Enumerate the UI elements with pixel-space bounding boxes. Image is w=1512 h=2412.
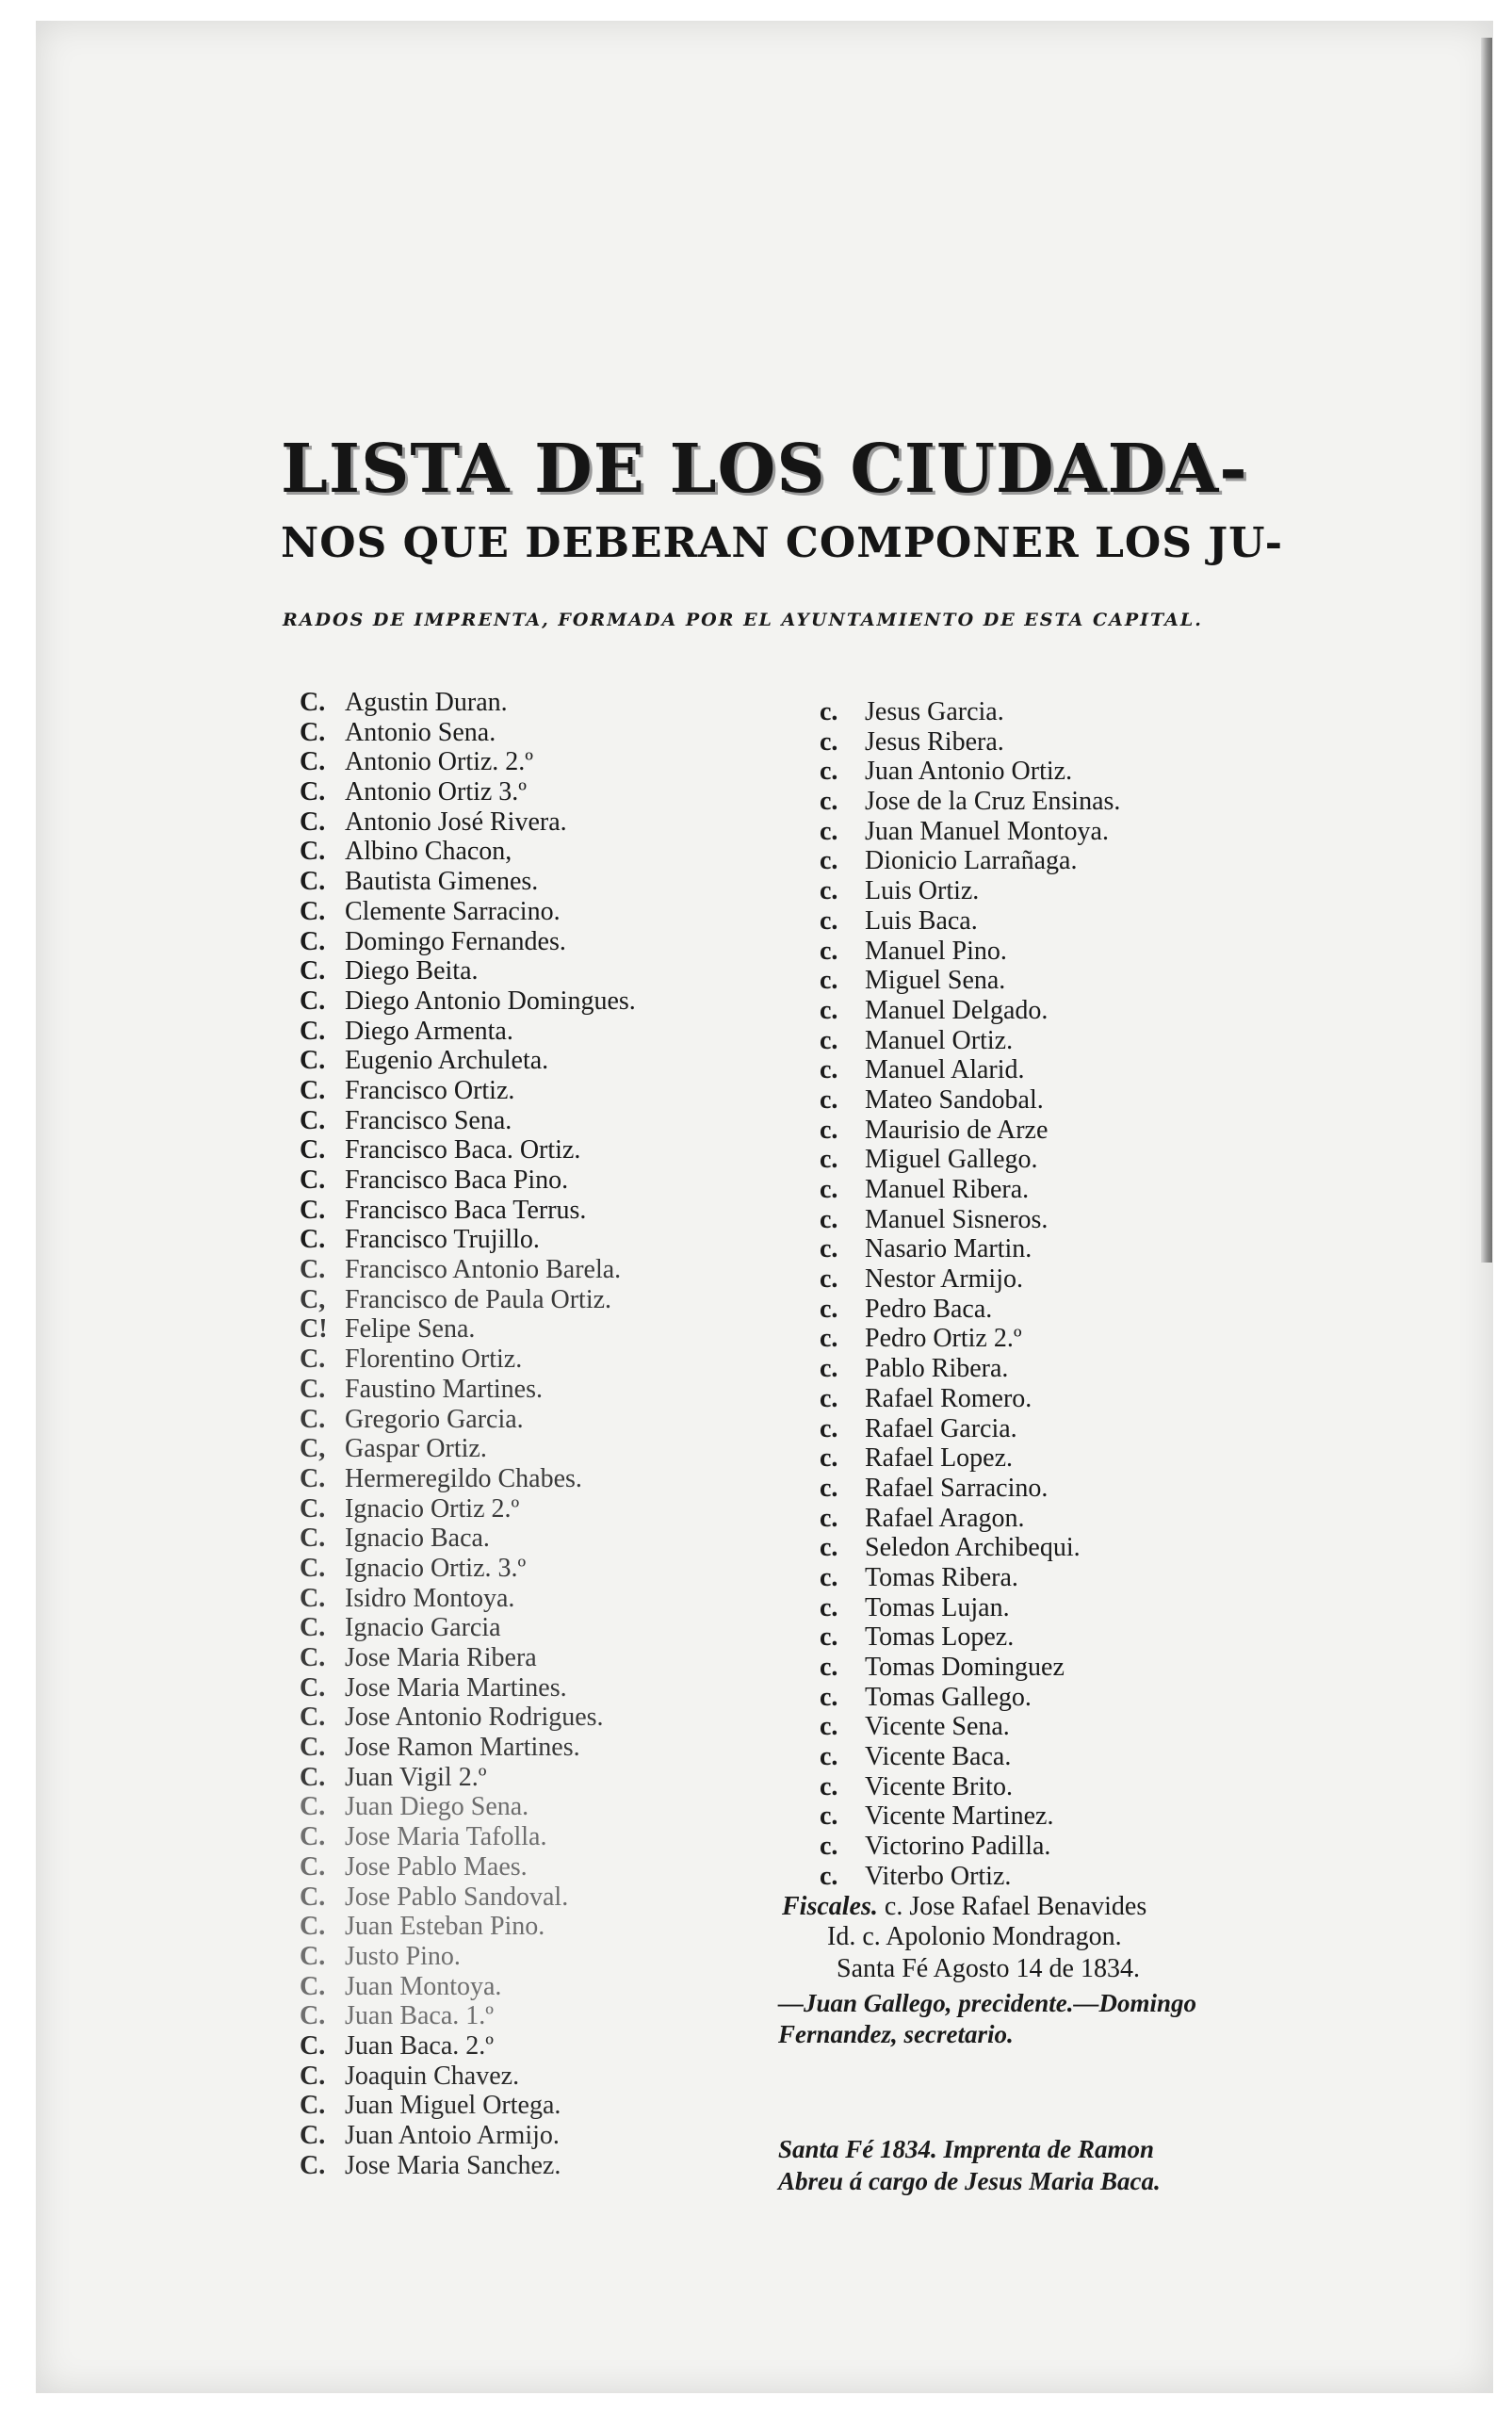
entry-name: Juan Antonio Ortiz. xyxy=(865,757,1073,787)
entry-prefix: C. xyxy=(300,2001,326,2031)
entry-prefix: C. xyxy=(300,1882,326,1912)
entry-name: Manuel Delgado. xyxy=(865,995,1049,1025)
entry-name: Eugenio Archuleta. xyxy=(345,1046,549,1076)
entry-prefix: C. xyxy=(300,1912,326,1942)
entry-name: Juan Miguel Ortega. xyxy=(345,2091,561,2121)
entry-name: Tomas Lujan. xyxy=(865,1592,1010,1622)
entry-name: Manuel Ribera. xyxy=(865,1175,1030,1204)
name-entry xyxy=(300,867,742,897)
name-entry xyxy=(300,747,742,777)
name-entry xyxy=(300,1345,742,1375)
name-entry xyxy=(300,1135,742,1165)
name-entry xyxy=(300,1434,742,1464)
name-entry xyxy=(820,1862,1272,1892)
name-entry xyxy=(300,1106,742,1136)
entry-name: Jose de la Cruz Ensinas. xyxy=(865,787,1121,817)
entry-prefix: c. xyxy=(820,846,838,876)
entry-name: Felipe Sena. xyxy=(345,1314,476,1345)
entry-name: Luis Ortiz. xyxy=(865,876,980,906)
entry-name: Rafael Aragon. xyxy=(865,1503,1025,1533)
entry-name: Isidro Montoya. xyxy=(345,1583,515,1613)
entry-name: Manuel Sisneros. xyxy=(865,1204,1049,1234)
entry-prefix: C. xyxy=(300,1643,326,1672)
name-entry xyxy=(300,956,742,986)
name-entry xyxy=(820,1055,1272,1085)
entry-name: Manuel Pino. xyxy=(865,936,1007,966)
entry-prefix: C, xyxy=(300,1434,326,1464)
entry-prefix: c. xyxy=(820,1324,838,1354)
entry-prefix: C. xyxy=(300,1553,326,1583)
name-entry xyxy=(300,718,742,748)
imprint-line-2: Abreu á cargo de Jesus Maria Baca. xyxy=(778,2167,1161,2195)
entry-name: Francisco Baca. Ortiz. xyxy=(345,1135,581,1165)
entry-name: Pedro Baca. xyxy=(865,1294,993,1324)
name-entry xyxy=(300,2001,742,2031)
entry-prefix: c. xyxy=(820,1742,838,1772)
entry-name: Juan Manuel Montoya. xyxy=(865,816,1109,846)
entry-name: Rafael Romero. xyxy=(865,1383,1032,1413)
name-entry xyxy=(300,1255,742,1285)
entry-name: Jose Pablo Sandoval. xyxy=(345,1882,569,1912)
name-entry xyxy=(300,1613,742,1643)
entry-name: Maurisio de Arze xyxy=(865,1115,1049,1145)
entry-prefix: C. xyxy=(300,1524,326,1554)
entry-prefix: c. xyxy=(820,1055,838,1085)
entry-prefix: C. xyxy=(300,717,326,747)
entry-prefix: c. xyxy=(820,1264,838,1295)
entry-prefix: C. xyxy=(300,688,326,717)
entry-prefix: c. xyxy=(820,995,838,1025)
entry-prefix: C. xyxy=(300,1851,326,1882)
name-entry xyxy=(300,1673,742,1703)
entry-prefix: c. xyxy=(820,1712,838,1742)
entry-name: Diego Antonio Domingues. xyxy=(345,986,636,1016)
name-entry xyxy=(820,1175,1272,1205)
name-entry xyxy=(820,1026,1272,1056)
entry-prefix: C. xyxy=(300,807,326,837)
right-name-column xyxy=(820,697,1272,1892)
entry-prefix: c. xyxy=(820,1682,838,1712)
entry-prefix: C. xyxy=(300,1463,326,1493)
name-entry xyxy=(820,1295,1272,1325)
name-entry xyxy=(300,1314,742,1345)
entry-prefix: C. xyxy=(300,2061,326,2091)
name-entry xyxy=(820,906,1272,937)
entry-name: Francisco Ortiz. xyxy=(345,1075,515,1105)
entry-name: Juan Baca. 1.º xyxy=(345,2001,494,2031)
entry-name: Antonio Ortiz 3.º xyxy=(345,777,527,807)
entry-prefix: C. xyxy=(300,2091,326,2121)
name-entry xyxy=(300,1165,742,1196)
fiscales-line-2: Id. c. Apolonio Mondragon. xyxy=(827,1922,1122,1951)
name-entry xyxy=(820,1622,1272,1653)
entry-prefix: C. xyxy=(300,1792,326,1822)
name-entry xyxy=(300,986,742,1017)
name-entry xyxy=(300,1464,742,1494)
entry-prefix: C. xyxy=(300,2121,326,2150)
fiscales-line-2-wrap xyxy=(827,1922,1392,1952)
entry-name: Albino Chacon, xyxy=(345,837,512,867)
name-entry xyxy=(300,807,742,838)
entry-name: Bautista Gimenes. xyxy=(345,867,539,897)
entry-name: Rafael Garcia. xyxy=(865,1413,1017,1443)
entry-prefix: c. xyxy=(820,876,838,906)
entry-name: Francisco de Paula Ortiz. xyxy=(345,1284,612,1314)
entry-prefix: C. xyxy=(300,1374,326,1404)
imprint-line-1: Santa Fé 1834. Imprenta de Ramon xyxy=(778,2135,1155,2163)
name-entry xyxy=(300,1972,742,2002)
entry-prefix: C. xyxy=(300,1941,326,1971)
name-entry xyxy=(820,876,1272,906)
entry-name: Jose Maria Tafolla. xyxy=(345,1822,547,1852)
name-entry xyxy=(820,1384,1272,1414)
entry-prefix: c. xyxy=(820,1473,838,1503)
name-entry xyxy=(300,1942,742,1972)
name-entry xyxy=(820,1653,1272,1683)
entry-prefix: c. xyxy=(820,757,838,787)
name-entry xyxy=(820,1354,1272,1384)
entry-name: Miguel Sena. xyxy=(865,966,1006,996)
entry-prefix: C. xyxy=(300,1493,326,1524)
entry-name: Diego Armenta. xyxy=(345,1016,513,1046)
name-entry xyxy=(300,1733,742,1763)
name-entry xyxy=(820,1145,1272,1175)
entry-prefix: C. xyxy=(300,1971,326,2001)
date-line: Santa Fé Agosto 14 de 1834. xyxy=(837,1954,1140,1983)
name-entry xyxy=(820,1474,1272,1504)
entry-prefix: C, xyxy=(300,1284,326,1314)
name-entry xyxy=(300,897,742,927)
name-entry xyxy=(300,1703,742,1733)
name-entry xyxy=(300,927,742,957)
name-entry xyxy=(300,1763,742,1793)
entry-name: Diego Beita. xyxy=(345,956,479,986)
entry-prefix: c. xyxy=(820,1801,838,1832)
entry-name: Florentino Ortiz. xyxy=(345,1345,523,1375)
entry-prefix: C. xyxy=(300,747,326,777)
entry-name: Luis Baca. xyxy=(865,905,978,936)
name-entry xyxy=(300,1822,742,1852)
entry-prefix: c. xyxy=(820,1354,838,1384)
name-entry xyxy=(300,1643,742,1673)
entry-prefix: c. xyxy=(820,1562,838,1592)
name-entry xyxy=(820,727,1272,758)
name-entry xyxy=(300,2031,742,2062)
entry-prefix: C. xyxy=(300,1225,326,1255)
entry-prefix: c. xyxy=(820,1383,838,1413)
name-entry xyxy=(820,1801,1272,1832)
entry-name: Rafael Sarracino. xyxy=(865,1473,1049,1503)
name-entry xyxy=(300,2062,742,2092)
name-entry xyxy=(300,1554,742,1584)
name-entry xyxy=(300,688,742,718)
entry-name: Jose Maria Sanchez. xyxy=(345,2150,561,2180)
entry-name: Seledon Archibequi. xyxy=(865,1533,1081,1563)
entry-prefix: C. xyxy=(300,867,326,897)
entry-name: Tomas Lopez. xyxy=(865,1622,1015,1653)
entry-name: Gregorio Garcia. xyxy=(345,1404,524,1434)
name-entry xyxy=(820,1772,1272,1802)
entry-prefix: c. xyxy=(820,936,838,966)
entry-prefix: C! xyxy=(300,1314,328,1345)
entry-prefix: c. xyxy=(820,1025,838,1055)
entry-name: Nestor Armijo. xyxy=(865,1264,1023,1295)
entry-prefix: c. xyxy=(820,1234,838,1264)
entry-prefix: c. xyxy=(820,816,838,846)
entry-prefix: c. xyxy=(820,966,838,996)
name-entry xyxy=(300,2121,742,2151)
name-entry xyxy=(820,1116,1272,1146)
entry-prefix: c. xyxy=(820,1771,838,1801)
name-entry xyxy=(300,1524,742,1554)
signers-line-2: Fernandez, secretario. xyxy=(778,2020,1014,2048)
entry-name: Joaquin Chavez. xyxy=(345,2061,520,2091)
entry-prefix: C. xyxy=(300,1733,326,1763)
entry-name: Clemente Sarracino. xyxy=(345,896,561,926)
entry-prefix: C. xyxy=(300,896,326,926)
entry-prefix: C. xyxy=(300,1404,326,1434)
left-name-column xyxy=(300,688,742,2180)
entry-name: Juan Esteban Pino. xyxy=(345,1912,545,1942)
signers-block xyxy=(778,1988,1287,2050)
name-entry xyxy=(300,1584,742,1614)
entry-name: Faustino Martines. xyxy=(345,1374,543,1404)
entry-name: Hermeregildo Chabes. xyxy=(345,1463,582,1493)
entry-prefix: C. xyxy=(300,1762,326,1792)
name-entry xyxy=(820,1414,1272,1444)
entry-prefix: C. xyxy=(300,956,326,986)
name-entry xyxy=(300,1375,742,1405)
name-entry xyxy=(300,1285,742,1315)
name-entry xyxy=(820,697,1272,727)
entry-name: Jose Ramon Martines. xyxy=(345,1733,580,1763)
entry-prefix: c. xyxy=(820,1145,838,1175)
name-entry xyxy=(300,1405,742,1435)
entry-name: Jose Maria Ribera xyxy=(345,1643,537,1672)
entry-prefix: C. xyxy=(300,1703,326,1733)
entry-prefix: c. xyxy=(820,1622,838,1653)
entry-name: Antonio Sena. xyxy=(345,717,496,747)
entry-name: Dionicio Larrañaga. xyxy=(865,846,1078,876)
name-entry xyxy=(820,1712,1272,1742)
entry-name: Justo Pino. xyxy=(345,1941,461,1971)
name-entry xyxy=(300,1912,742,1942)
name-entry xyxy=(300,1196,742,1226)
entry-prefix: c. xyxy=(820,1443,838,1474)
entry-name: Ignacio Ortiz. 3.º xyxy=(345,1553,527,1583)
entry-name: Antonio José Rivera. xyxy=(345,807,567,837)
entry-name: Mateo Sandobal. xyxy=(865,1084,1044,1115)
entry-name: Rafael Lopez. xyxy=(865,1443,1014,1474)
name-entry xyxy=(820,1504,1272,1534)
entry-name: Nasario Martin. xyxy=(865,1234,1032,1264)
name-entry xyxy=(820,1443,1272,1474)
name-entry xyxy=(820,1593,1272,1623)
entry-prefix: C. xyxy=(300,1255,326,1285)
entry-prefix: c. xyxy=(820,905,838,936)
name-entry xyxy=(300,1076,742,1106)
entry-name: Ignacio Baca. xyxy=(345,1524,490,1554)
entry-prefix: C. xyxy=(300,777,326,807)
entry-prefix: C. xyxy=(300,2150,326,2180)
entry-name: Agustin Duran. xyxy=(345,688,508,717)
entry-prefix: c. xyxy=(820,787,838,817)
name-entry xyxy=(820,1324,1272,1354)
entry-prefix: c. xyxy=(820,1653,838,1682)
name-entry xyxy=(300,837,742,867)
entry-name: Domingo Fernandes. xyxy=(345,926,566,956)
name-entry xyxy=(820,1742,1272,1772)
name-entry xyxy=(820,1234,1272,1264)
entry-name: Ignacio Ortiz 2.º xyxy=(345,1493,520,1524)
entry-prefix: C. xyxy=(300,986,326,1016)
name-entry xyxy=(300,1017,742,1047)
entry-name: Antonio Ortiz. 2.º xyxy=(345,747,533,777)
name-entry xyxy=(820,937,1272,967)
entry-name: Vicente Sena. xyxy=(865,1712,1010,1742)
name-entry xyxy=(300,1792,742,1822)
entry-name: Jose Maria Martines. xyxy=(345,1672,567,1703)
title-line-3: RADOS DE IMPRENTA, FORMADA POR EL AYUNTAMIENTO DE ESTA CAPITAL. xyxy=(283,610,1203,630)
entry-prefix: C. xyxy=(300,1613,326,1643)
entry-name: Viterbo Ortiz. xyxy=(865,1861,1012,1891)
entry-name: Jesus Garcia. xyxy=(865,697,1004,726)
entry-name: Tomas Dominguez xyxy=(865,1653,1065,1682)
imprint-block xyxy=(778,2133,1287,2197)
name-entry xyxy=(300,1046,742,1076)
entry-prefix: C. xyxy=(300,837,326,867)
name-entry xyxy=(820,1683,1272,1713)
name-entry xyxy=(300,1225,742,1255)
name-entry xyxy=(820,1533,1272,1563)
entry-name: Francisco Baca Pino. xyxy=(345,1165,569,1195)
entry-name: Vicente Brito. xyxy=(865,1771,1013,1801)
entry-prefix: C. xyxy=(300,1016,326,1046)
signers-line-1: —Juan Gallego, precidente.—Domingo xyxy=(778,1989,1196,2017)
entry-name: Manuel Alarid. xyxy=(865,1055,1025,1085)
entry-prefix: c. xyxy=(820,1294,838,1324)
entry-prefix: c. xyxy=(820,1204,838,1234)
entry-prefix: C. xyxy=(300,1135,326,1165)
entry-prefix: c. xyxy=(820,697,838,726)
entry-name: Ignacio Garcia xyxy=(345,1613,501,1643)
name-entry xyxy=(820,787,1272,817)
title-line-1: LISTA DE LOS CIUDADA- xyxy=(281,429,1248,508)
name-entry xyxy=(300,1494,742,1524)
entry-name: Juan Antoio Armijo. xyxy=(345,2121,560,2150)
name-entry xyxy=(300,2091,742,2121)
entry-name: Jose Pablo Maes. xyxy=(345,1851,528,1882)
entry-prefix: C. xyxy=(300,926,326,956)
title-line-2: NOS QUE DEBERAN COMPONER LOS JU- xyxy=(281,519,1284,567)
fiscales-label: Fiscales. xyxy=(782,1892,878,1921)
entry-prefix: c. xyxy=(820,1861,838,1891)
entry-prefix: c. xyxy=(820,1084,838,1115)
entry-name: Tomas Gallego. xyxy=(865,1682,1032,1712)
name-entry xyxy=(820,1832,1272,1862)
name-entry xyxy=(820,757,1272,787)
entry-name: Francisco Trujillo. xyxy=(345,1225,540,1255)
entry-name: Pedro Ortiz 2.º xyxy=(865,1324,1022,1354)
page-edge-shadow xyxy=(1481,38,1492,1263)
name-entry xyxy=(820,1264,1272,1295)
entry-prefix: c. xyxy=(820,1832,838,1862)
name-entry xyxy=(820,846,1272,876)
fiscales-line-1 xyxy=(782,1892,1347,1922)
name-entry xyxy=(820,996,1272,1026)
entry-prefix: C. xyxy=(300,1046,326,1076)
fiscales-name-1: c. Jose Rafael Benavides xyxy=(884,1892,1147,1921)
entry-prefix: C. xyxy=(300,1195,326,1225)
fiscales-block xyxy=(782,1892,1347,1922)
entry-name: Gaspar Ortiz. xyxy=(345,1434,487,1464)
entry-name: Victorino Padilla. xyxy=(865,1832,1051,1862)
entry-prefix: C. xyxy=(300,1583,326,1613)
name-entry xyxy=(300,777,742,807)
entry-prefix: c. xyxy=(820,1533,838,1563)
entry-name: Jose Antonio Rodrigues. xyxy=(345,1703,604,1733)
entry-name: Juan Vigil 2.º xyxy=(345,1762,487,1792)
name-entry xyxy=(820,966,1272,996)
entry-name: Francisco Sena. xyxy=(345,1105,512,1135)
entry-prefix: c. xyxy=(820,1592,838,1622)
entry-name: Vicente Martinez. xyxy=(865,1801,1054,1832)
name-entry xyxy=(300,1882,742,1913)
name-entry xyxy=(820,817,1272,847)
entry-name: Manuel Ortiz. xyxy=(865,1025,1014,1055)
entry-name: Juan Baca. 2.º xyxy=(345,2030,494,2061)
entry-prefix: c. xyxy=(820,1503,838,1533)
entry-name: Pablo Ribera. xyxy=(865,1354,1009,1384)
entry-prefix: C. xyxy=(300,1165,326,1195)
entry-prefix: C. xyxy=(300,1345,326,1375)
entry-name: Vicente Baca. xyxy=(865,1742,1012,1772)
entry-name: Francisco Antonio Barela. xyxy=(345,1255,622,1285)
entry-prefix: c. xyxy=(820,726,838,757)
entry-name: Tomas Ribera. xyxy=(865,1562,1018,1592)
entry-prefix: c. xyxy=(820,1413,838,1443)
entry-prefix: c. xyxy=(820,1115,838,1145)
entry-name: Miguel Gallego. xyxy=(865,1145,1038,1175)
entry-prefix: C. xyxy=(300,1672,326,1703)
entry-prefix: C. xyxy=(300,2030,326,2061)
entry-name: Juan Diego Sena. xyxy=(345,1792,529,1822)
entry-prefix: c. xyxy=(820,1175,838,1204)
name-entry xyxy=(820,1085,1272,1116)
entry-prefix: C. xyxy=(300,1075,326,1105)
name-entry xyxy=(820,1205,1272,1235)
entry-name: Jesus Ribera. xyxy=(865,726,1004,757)
entry-name: Juan Montoya. xyxy=(345,1971,502,2001)
name-entry xyxy=(300,1852,742,1882)
entry-prefix: C. xyxy=(300,1822,326,1852)
entry-name: Francisco Baca Terrus. xyxy=(345,1195,587,1225)
entry-prefix: C. xyxy=(300,1105,326,1135)
name-entry xyxy=(300,2151,742,2181)
name-entry xyxy=(820,1563,1272,1593)
